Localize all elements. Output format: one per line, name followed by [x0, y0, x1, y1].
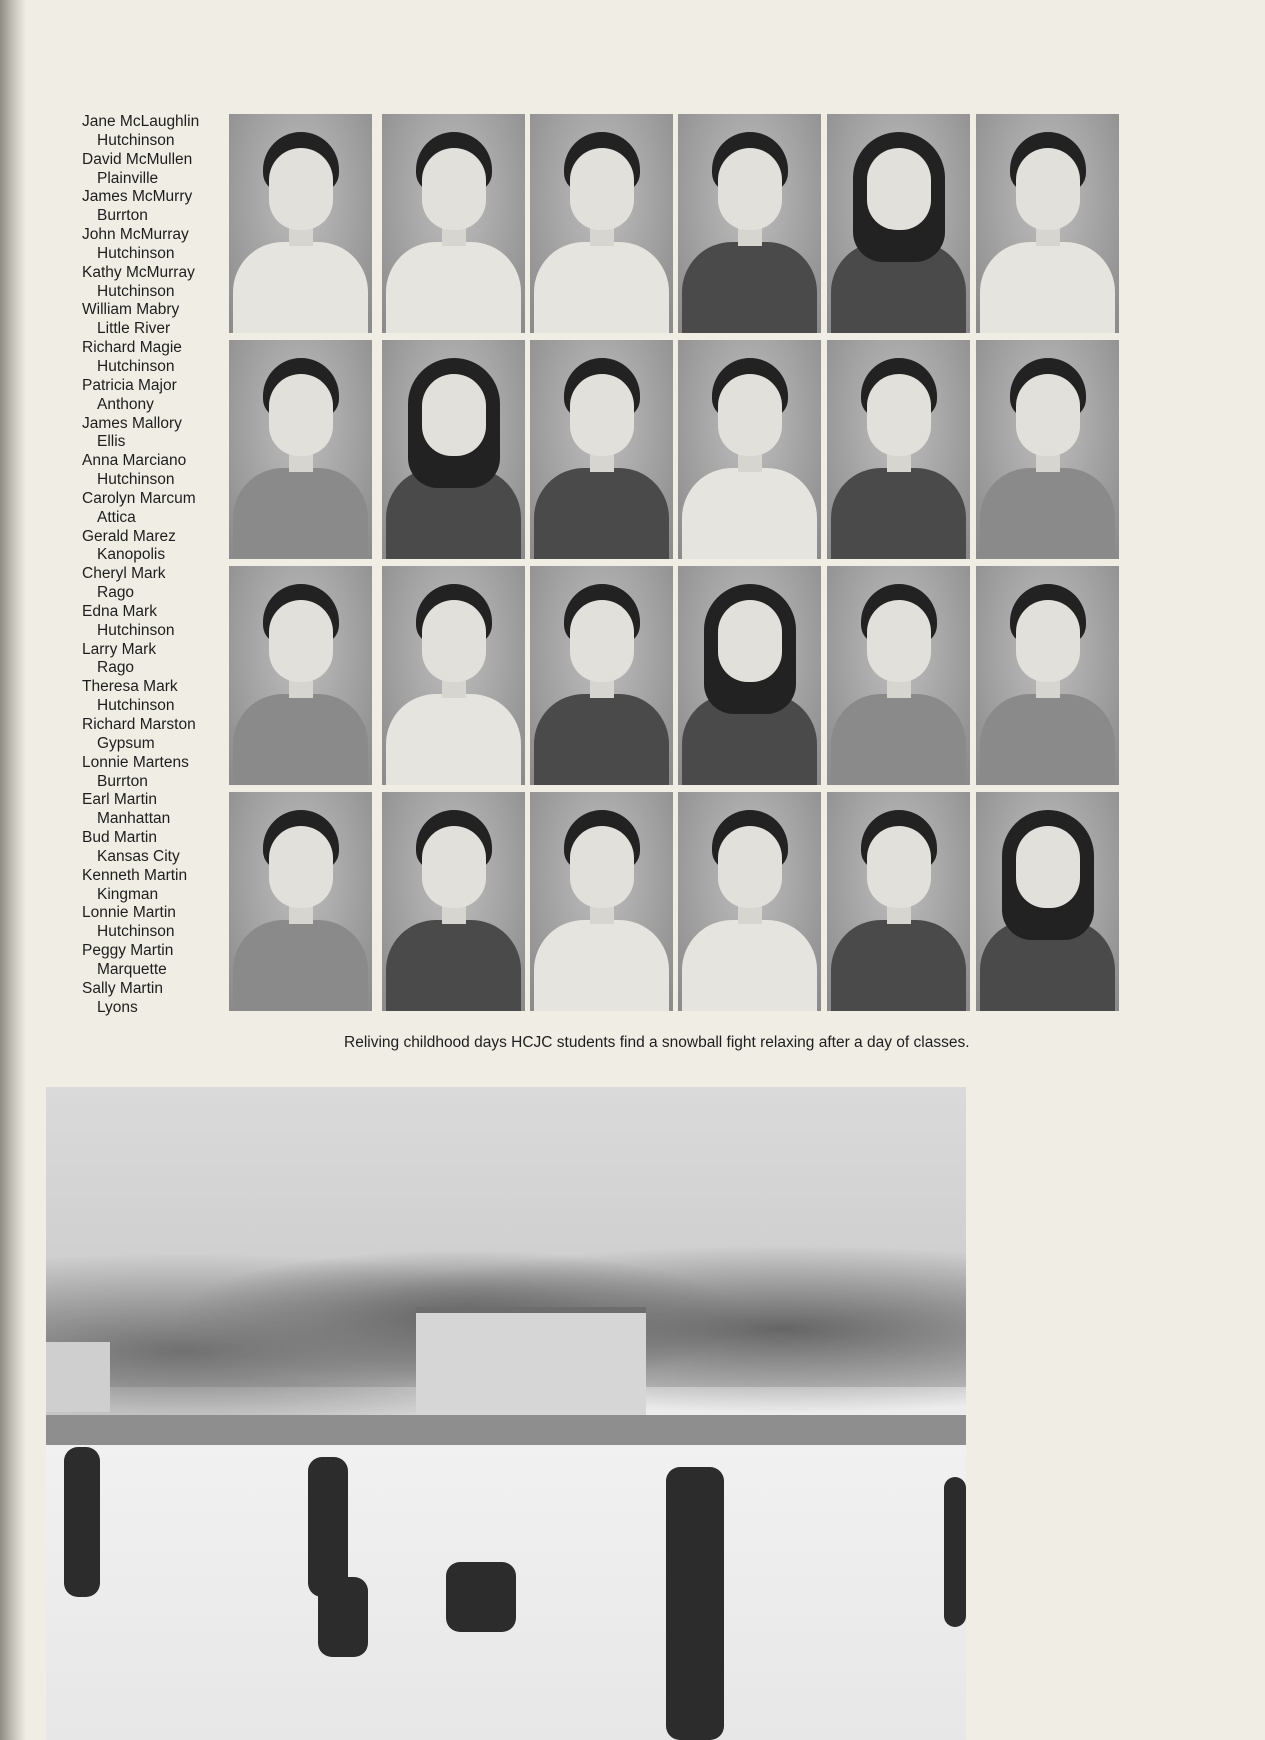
- student-name: William Mabry: [82, 301, 180, 319]
- portrait-face: [718, 600, 782, 682]
- portrait-face: [1016, 148, 1080, 230]
- portrait-face: [867, 148, 931, 230]
- student-name: Cheryl Mark: [82, 565, 166, 583]
- student-name: Kenneth Martin: [82, 866, 188, 884]
- student-entry: [82, 603, 232, 641]
- student-entry: [82, 151, 232, 189]
- portrait-torso: [980, 468, 1115, 559]
- student-entry: [82, 867, 232, 905]
- photo-garage: [46, 1342, 110, 1412]
- portrait-face: [1016, 600, 1080, 682]
- student-entry: [82, 641, 232, 679]
- student-hometown: Hutchinson: [97, 282, 175, 300]
- student-entry: [82, 754, 232, 792]
- portrait-face: [867, 600, 931, 682]
- student-hometown: Anthony: [97, 395, 154, 413]
- portrait-torso: [682, 920, 817, 1011]
- portrait-face: [570, 600, 634, 682]
- student-entry: [82, 791, 232, 829]
- portrait-face: [867, 826, 931, 908]
- student-portrait: [229, 566, 372, 785]
- student-name: Peggy Martin: [82, 942, 174, 960]
- student-name-list: [82, 113, 232, 1018]
- student-hometown: Kansas City: [97, 847, 180, 865]
- student-portrait: [530, 114, 673, 333]
- portrait-torso: [682, 242, 817, 333]
- student-portrait: [976, 566, 1119, 785]
- student-hometown: Hutchinson: [97, 697, 175, 715]
- student-portrait: [976, 114, 1119, 333]
- student-entry: [82, 678, 232, 716]
- student-portrait: [229, 792, 372, 1011]
- student-entry: [82, 377, 232, 415]
- portrait-face: [422, 826, 486, 908]
- student-hometown: Hutchinson: [97, 471, 175, 489]
- student-hometown: Lyons: [97, 998, 138, 1016]
- student-portrait: [229, 340, 372, 559]
- student-entry: [82, 716, 232, 754]
- student-portrait: [382, 114, 525, 333]
- student-hometown: Little River: [97, 320, 171, 338]
- student-name: Bud Martin: [82, 829, 157, 847]
- student-name: Lonnie Martens: [82, 753, 189, 771]
- student-name: Jane McLaughlin: [82, 113, 200, 130]
- student-portrait: [827, 792, 970, 1011]
- student-name: Edna Mark: [82, 602, 157, 620]
- portrait-torso: [386, 920, 521, 1011]
- photo-caption: Reliving childhood days HCJC students find a snowball fight relaxing after a day of classes.: [344, 1034, 970, 1051]
- photo-house: [416, 1307, 646, 1423]
- student-portrait: [827, 114, 970, 333]
- portrait-torso: [534, 468, 669, 559]
- student-name: James McMurry: [82, 188, 193, 206]
- student-entry: [82, 904, 232, 942]
- student-hometown: Gypsum: [97, 734, 155, 752]
- portrait-face: [1016, 826, 1080, 908]
- portrait-torso: [386, 242, 521, 333]
- portrait-face: [269, 374, 333, 456]
- portrait-torso: [534, 242, 669, 333]
- student-portrait: [530, 340, 673, 559]
- student-hometown: Plainville: [97, 169, 159, 187]
- portrait-torso: [233, 468, 368, 559]
- student-figure: [944, 1477, 966, 1627]
- portrait-torso: [386, 694, 521, 785]
- portrait-torso: [534, 920, 669, 1011]
- portrait-torso: [682, 468, 817, 559]
- student-entry: [82, 829, 232, 867]
- portrait-face: [269, 148, 333, 230]
- student-portrait: [530, 566, 673, 785]
- page-binding-shadow: [0, 0, 26, 1740]
- portrait-face: [570, 374, 634, 456]
- portrait-face: [1016, 374, 1080, 456]
- portrait-torso: [233, 694, 368, 785]
- student-entry: [82, 339, 232, 377]
- student-name: John McMurray: [82, 226, 189, 244]
- student-hometown: Burrton: [97, 772, 148, 790]
- student-name: Lonnie Martin: [82, 904, 176, 922]
- portrait-face: [718, 826, 782, 908]
- student-hometown: Burrton: [97, 207, 148, 225]
- student-name: Earl Martin: [82, 791, 157, 809]
- snowball-fight-photo: [46, 1087, 966, 1740]
- student-hometown: Manhattan: [97, 810, 171, 828]
- student-portrait: [678, 340, 821, 559]
- student-figure: [318, 1577, 368, 1657]
- student-portrait: [976, 792, 1119, 1011]
- student-name: David McMullen: [82, 150, 193, 168]
- portrait-face: [269, 826, 333, 908]
- portrait-face: [718, 374, 782, 456]
- portrait-face: [570, 148, 634, 230]
- photo-road: [46, 1415, 966, 1445]
- portrait-face: [422, 374, 486, 456]
- student-entry: [82, 565, 232, 603]
- student-portrait: [382, 792, 525, 1011]
- student-entry: [82, 452, 232, 490]
- student-portrait: [827, 566, 970, 785]
- student-portrait: [678, 792, 821, 1011]
- student-portrait: [382, 340, 525, 559]
- student-entry: [82, 113, 232, 151]
- student-entry: [82, 301, 232, 339]
- student-portrait: [827, 340, 970, 559]
- student-entry: [82, 226, 232, 264]
- student-entry: [82, 942, 232, 980]
- portrait-face: [867, 374, 931, 456]
- student-entry: [82, 490, 232, 528]
- student-figure: [308, 1457, 348, 1597]
- portrait-torso: [233, 920, 368, 1011]
- student-entry: [82, 264, 232, 302]
- portrait-face: [422, 148, 486, 230]
- student-name: Kathy McMurray: [82, 263, 195, 281]
- student-portrait: [976, 340, 1119, 559]
- student-name: Anna Marciano: [82, 452, 187, 470]
- student-name: Gerald Marez: [82, 527, 176, 545]
- student-portrait: [530, 792, 673, 1011]
- student-hometown: Rago: [97, 659, 135, 677]
- student-entry: [82, 528, 232, 566]
- student-name: Carolyn Marcum: [82, 489, 196, 507]
- student-hometown: Hutchinson: [97, 244, 175, 262]
- student-name: Patricia Major: [82, 376, 177, 394]
- portrait-face: [422, 600, 486, 682]
- student-name: Richard Marston: [82, 716, 196, 733]
- portrait-face: [718, 148, 782, 230]
- student-name: Richard Magie: [82, 339, 182, 357]
- student-name: Larry Mark: [82, 640, 157, 658]
- student-name: James Mallory: [82, 414, 182, 432]
- student-entry: [82, 188, 232, 226]
- student-hometown: Hutchinson: [97, 131, 175, 149]
- student-hometown: Attica: [97, 508, 136, 526]
- portrait-torso: [831, 468, 966, 559]
- student-figure: [666, 1467, 724, 1740]
- student-entry: [82, 415, 232, 453]
- student-portrait: [229, 114, 372, 333]
- student-figure: [446, 1562, 516, 1632]
- portrait-torso: [980, 694, 1115, 785]
- student-hometown: Kingman: [97, 885, 159, 903]
- student-portrait: [678, 566, 821, 785]
- student-figure: [64, 1447, 100, 1597]
- portrait-torso: [534, 694, 669, 785]
- student-hometown: Hutchinson: [97, 923, 175, 941]
- student-hometown: Ellis: [97, 433, 126, 451]
- student-name: Theresa Mark: [82, 678, 178, 696]
- portrait-torso: [831, 920, 966, 1011]
- student-hometown: Hutchinson: [97, 621, 175, 639]
- student-name: Sally Martin: [82, 979, 163, 997]
- portrait-torso: [233, 242, 368, 333]
- student-portrait: [678, 114, 821, 333]
- student-portrait: [382, 566, 525, 785]
- portrait-face: [269, 600, 333, 682]
- portrait-torso: [980, 242, 1115, 333]
- student-hometown: Marquette: [97, 960, 167, 978]
- student-hometown: Hutchinson: [97, 357, 175, 375]
- student-hometown: Kanopolis: [97, 546, 166, 564]
- portrait-face: [570, 826, 634, 908]
- student-entry: [82, 980, 232, 1018]
- student-hometown: Rago: [97, 584, 135, 602]
- portrait-torso: [831, 694, 966, 785]
